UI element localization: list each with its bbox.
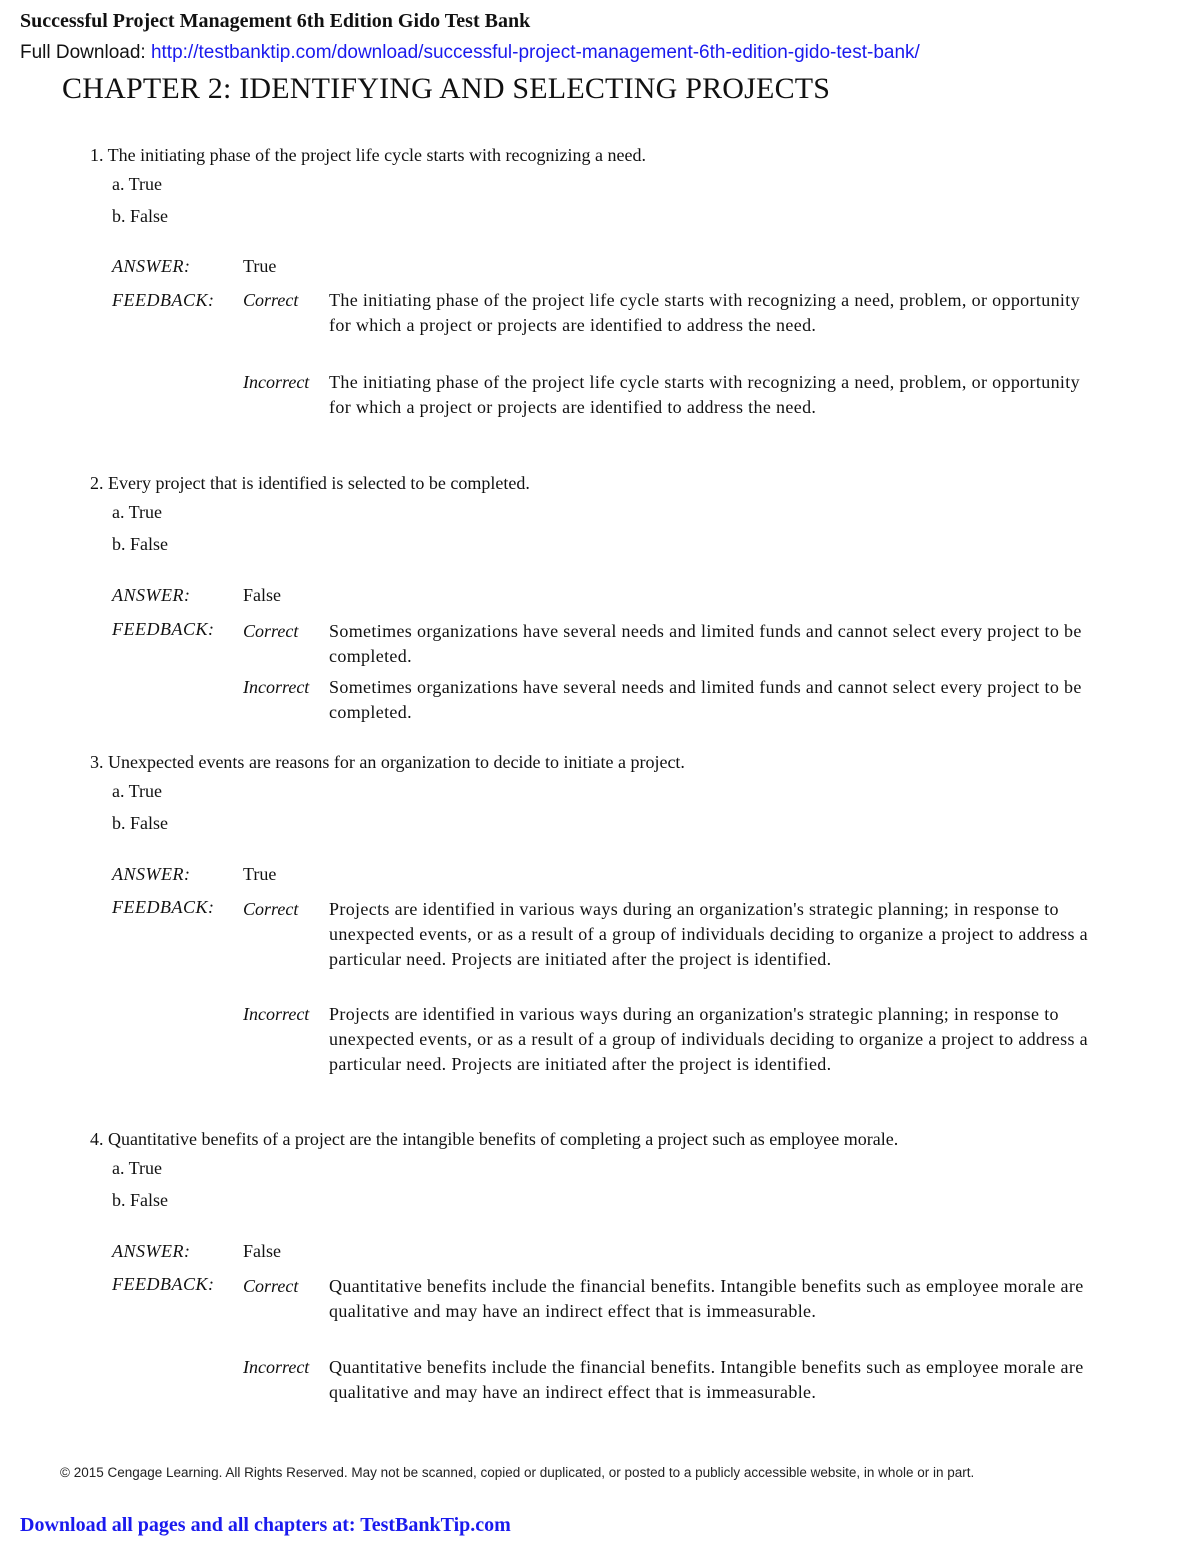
chapter-title: CHAPTER 2: IDENTIFYING AND SELECTING PROJECTS bbox=[62, 72, 831, 105]
answer-label: ANSWER: bbox=[112, 864, 191, 884]
question-stem: 2. Every project that is identified is selected to be completed. bbox=[90, 473, 530, 493]
download-all-link[interactable]: Download all pages and all chapters at: TestBankTip.com bbox=[20, 1514, 511, 1536]
feedback-label: FEEDBACK: bbox=[112, 897, 215, 917]
feedback-incorrect-label: Incorrect bbox=[243, 372, 310, 392]
option-b: b. False bbox=[112, 813, 168, 833]
option-a: a. True bbox=[112, 1158, 163, 1178]
question-stem: 4. Quantitative benefits of a project are the intangible benefits of completing a project such as employee morale. bbox=[90, 1129, 899, 1149]
feedback-label: FEEDBACK: bbox=[112, 619, 215, 639]
option-a: a. True bbox=[112, 174, 163, 194]
feedback-correct-text: Projects are identified in various ways during an organization's strategic planning; in response to unexpected events, or as a result of a group of individuals deciding to organize a project to address a particular need. Projects are initiated after the project is identified. bbox=[329, 899, 1088, 969]
feedback-incorrect-text: Quantitative benefits include the financial benefits. Intangible benefits such as employee morale are qualitative and may have an indirect effect that is immeasurable. bbox=[329, 1357, 1084, 1402]
feedback-correct-text: Sometimes organizations have several needs and limited funds and cannot select every project to be completed. bbox=[329, 621, 1082, 666]
feedback-label: FEEDBACK: bbox=[112, 290, 215, 310]
feedback-incorrect-text: Sometimes organizations have several needs and limited funds and cannot select every project to be completed. bbox=[329, 677, 1082, 722]
feedback-incorrect-label: Incorrect bbox=[243, 1357, 310, 1377]
answer-label: ANSWER: bbox=[112, 1241, 191, 1261]
full-download-link[interactable]: http://testbanktip.com/download/successful-project-management-6th-edition-gido-test-bank/ bbox=[150, 42, 920, 63]
option-b: b. False bbox=[112, 534, 168, 554]
feedback-correct-label: Correct bbox=[243, 1276, 299, 1296]
full-download-line bbox=[20, 42, 920, 64]
feedback-incorrect-text: The initiating phase of the project life cycle starts with recognizing a need, problem, or opportunity for which a project or projects are identified to address the need. bbox=[329, 372, 1080, 417]
feedback-incorrect-text: Projects are identified in various ways during an organization's strategic planning; in response to unexpected events, or as a result of a group of individuals deciding to organize a project to address a particular need. Projects are initiated after the project is identified. bbox=[329, 1004, 1088, 1074]
feedback-incorrect-label: Incorrect bbox=[243, 1004, 310, 1024]
option-a: a. True bbox=[112, 781, 163, 801]
feedback-label: FEEDBACK: bbox=[112, 1274, 215, 1294]
feedback-correct-label: Correct bbox=[243, 621, 299, 641]
answer-value: False bbox=[243, 1241, 281, 1261]
document-title: Successful Project Management 6th Edition Gido Test Bank bbox=[20, 10, 531, 32]
feedback-incorrect-label: Incorrect bbox=[243, 677, 310, 697]
full-download-label: Full Download: bbox=[20, 42, 151, 63]
answer-value: True bbox=[243, 256, 277, 276]
option-b: b. False bbox=[112, 1190, 168, 1210]
answer-value: True bbox=[243, 864, 277, 884]
option-b: b. False bbox=[112, 206, 168, 226]
answer-value: False bbox=[243, 585, 281, 605]
option-a: a. True bbox=[112, 502, 163, 522]
feedback-correct-label: Correct bbox=[243, 899, 299, 919]
answer-label: ANSWER: bbox=[112, 585, 191, 605]
question-stem: 3. Unexpected events are reasons for an organization to decide to initiate a project. bbox=[90, 752, 685, 772]
feedback-correct-label: Correct bbox=[243, 290, 299, 310]
answer-label: ANSWER: bbox=[112, 256, 191, 276]
feedback-correct-text: The initiating phase of the project life cycle starts with recognizing a need, problem, or opportunity for which a project or projects are identified to address the need. bbox=[329, 290, 1080, 335]
feedback-correct-text: Quantitative benefits include the financial benefits. Intangible benefits such as employee morale are qualitative and may have an indirect effect that is immeasurable. bbox=[329, 1276, 1084, 1321]
copyright-notice: © 2015 Cengage Learning. All Rights Reserved. May not be scanned, copied or duplicated, or posted to a publicly accessible website, in whole or in part. bbox=[60, 1465, 975, 1480]
question-stem: 1. The initiating phase of the project life cycle starts with recognizing a need. bbox=[90, 145, 646, 165]
